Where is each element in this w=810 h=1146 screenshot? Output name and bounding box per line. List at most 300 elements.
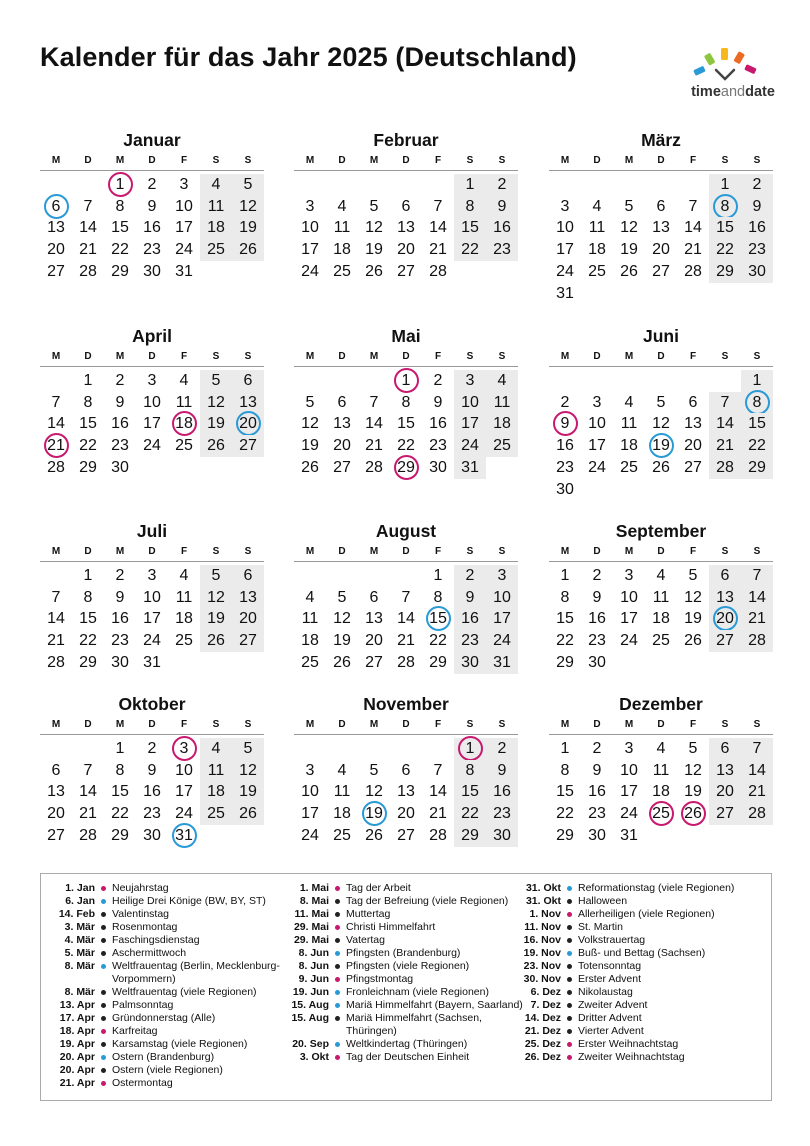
legend-item bbox=[513, 986, 758, 999]
day-cell bbox=[486, 370, 518, 392]
legend-date: 21. Dez bbox=[524, 1025, 561, 1037]
legend-item bbox=[513, 882, 758, 895]
weekday-header: D bbox=[148, 155, 156, 166]
legend-item bbox=[47, 960, 292, 986]
day-number: 28 bbox=[748, 805, 766, 823]
day-number: 2 bbox=[592, 567, 602, 584]
day-number: 25 bbox=[493, 437, 511, 455]
weekday-header: M bbox=[305, 719, 315, 730]
day-number: 2 bbox=[115, 567, 125, 584]
weekday-header: S bbox=[498, 351, 506, 362]
day-number: 5 bbox=[211, 372, 221, 389]
day-number: 30 bbox=[111, 653, 129, 671]
day-number: 14 bbox=[684, 219, 702, 237]
day-cell bbox=[581, 825, 613, 847]
day-cell bbox=[358, 825, 390, 847]
day-number: 12 bbox=[620, 219, 638, 237]
legend-holiday-name: Heilige Drei Könige (BW, BY, ST) bbox=[112, 895, 266, 907]
weekday-header: F bbox=[689, 546, 697, 557]
day-cell bbox=[645, 392, 677, 414]
day-number: 28 bbox=[365, 458, 383, 476]
day-cell bbox=[168, 803, 200, 825]
day-number: 10 bbox=[461, 393, 479, 411]
day-number: 24 bbox=[143, 632, 161, 650]
day-cell bbox=[390, 370, 422, 392]
day-cell bbox=[422, 435, 454, 457]
day-number: 25 bbox=[207, 241, 225, 259]
day-number: 4 bbox=[656, 740, 666, 757]
day-number: 15 bbox=[111, 783, 129, 801]
day-number: 20 bbox=[716, 783, 734, 801]
legend-item bbox=[281, 1038, 526, 1051]
day-number: 5 bbox=[624, 197, 634, 215]
day-cell bbox=[232, 370, 264, 392]
day-cell bbox=[232, 565, 264, 587]
day-cell bbox=[136, 413, 168, 435]
day-cell bbox=[454, 630, 486, 652]
day-cell bbox=[677, 196, 709, 218]
day-cell bbox=[72, 239, 104, 261]
day-cell bbox=[294, 760, 326, 782]
weekday-header: S bbox=[498, 546, 506, 557]
day-number: 3 bbox=[624, 740, 634, 757]
day-number: 22 bbox=[429, 632, 447, 650]
day-number: 10 bbox=[588, 415, 606, 433]
day-number: 3 bbox=[497, 567, 507, 584]
day-cell bbox=[741, 803, 773, 825]
day-cell bbox=[677, 217, 709, 239]
day-cell bbox=[326, 652, 358, 674]
day-number: 13 bbox=[716, 761, 734, 779]
day-number: 10 bbox=[493, 588, 511, 606]
day-number: 28 bbox=[429, 262, 447, 280]
bullet-icon bbox=[101, 1029, 106, 1034]
weekday-header: M bbox=[115, 351, 125, 362]
bullet-icon bbox=[335, 990, 340, 995]
day-number: 27 bbox=[47, 826, 65, 844]
day-cell bbox=[549, 435, 581, 457]
day-number: 16 bbox=[493, 219, 511, 237]
day-number: 7 bbox=[51, 588, 61, 606]
day-cell bbox=[200, 392, 232, 414]
day-cell bbox=[294, 239, 326, 261]
day-cell bbox=[358, 196, 390, 218]
legend-item bbox=[281, 921, 526, 934]
day-number: 28 bbox=[429, 826, 447, 844]
day-cell bbox=[200, 608, 232, 630]
weekday-header: D bbox=[593, 546, 601, 557]
weekday-header: S bbox=[244, 719, 252, 730]
weekday-header: S bbox=[753, 719, 761, 730]
legend-date: 31. Okt bbox=[525, 895, 561, 907]
day-cell bbox=[454, 803, 486, 825]
day-number: 8 bbox=[752, 393, 762, 411]
day-number: 27 bbox=[365, 653, 383, 671]
day-cell bbox=[390, 781, 422, 803]
day-cell bbox=[200, 565, 232, 587]
day-number: 1 bbox=[720, 176, 730, 193]
day-number: 26 bbox=[239, 805, 257, 823]
bullet-icon bbox=[567, 977, 572, 982]
day-number: 2 bbox=[560, 393, 570, 411]
day-number: 24 bbox=[143, 437, 161, 455]
day-number: 9 bbox=[497, 197, 507, 215]
day-cell bbox=[709, 803, 741, 825]
day-cell bbox=[390, 217, 422, 239]
day-cell bbox=[709, 217, 741, 239]
day-number: 8 bbox=[115, 197, 125, 215]
day-cell bbox=[136, 239, 168, 261]
day-number: 24 bbox=[175, 805, 193, 823]
day-number: 8 bbox=[83, 588, 93, 606]
day-number: 21 bbox=[429, 241, 447, 259]
day-number: 23 bbox=[461, 632, 479, 650]
timeanddate-logo[interactable] bbox=[688, 44, 778, 106]
day-number: 15 bbox=[111, 219, 129, 237]
day-cell bbox=[422, 652, 454, 674]
day-cell bbox=[454, 196, 486, 218]
day-number: 7 bbox=[401, 588, 411, 606]
day-cell bbox=[72, 608, 104, 630]
weekday-header: D bbox=[148, 719, 156, 730]
legend-holiday-name: Karsamstag (viele Regionen) bbox=[112, 1038, 248, 1050]
day-cell bbox=[136, 392, 168, 414]
day-cell bbox=[72, 196, 104, 218]
day-cell bbox=[390, 392, 422, 414]
legend-item bbox=[47, 921, 292, 934]
day-cell bbox=[613, 608, 645, 630]
legend-date: 20. Apr bbox=[59, 1064, 95, 1076]
day-number: 13 bbox=[716, 588, 734, 606]
legend-date: 30. Nov bbox=[523, 973, 561, 985]
day-number: 15 bbox=[556, 783, 574, 801]
day-cell bbox=[72, 587, 104, 609]
weekday-header: S bbox=[753, 155, 761, 166]
day-number: 23 bbox=[111, 632, 129, 650]
month-name: April bbox=[132, 326, 172, 346]
day-number: 21 bbox=[47, 632, 65, 650]
day-cell bbox=[741, 457, 773, 479]
day-cell bbox=[454, 413, 486, 435]
day-cell bbox=[104, 392, 136, 414]
day-cell bbox=[104, 370, 136, 392]
day-number: 18 bbox=[301, 632, 319, 650]
day-number: 25 bbox=[620, 458, 638, 476]
day-cell bbox=[294, 825, 326, 847]
day-cell bbox=[645, 217, 677, 239]
day-number: 25 bbox=[652, 632, 670, 650]
bullet-icon bbox=[101, 1068, 106, 1073]
day-number: 2 bbox=[147, 740, 157, 757]
weekday-divider bbox=[40, 734, 264, 735]
day-cell bbox=[486, 565, 518, 587]
day-cell bbox=[72, 803, 104, 825]
day-cell bbox=[709, 413, 741, 435]
day-number: 24 bbox=[301, 262, 319, 280]
day-cell bbox=[549, 630, 581, 652]
day-number: 12 bbox=[207, 588, 225, 606]
day-cell bbox=[136, 196, 168, 218]
legend-date: 8. Jun bbox=[298, 947, 329, 959]
day-number: 20 bbox=[239, 610, 257, 628]
day-cell bbox=[422, 630, 454, 652]
day-cell bbox=[104, 174, 136, 196]
legend-holiday-name: Zweiter Weihnachtstag bbox=[578, 1051, 685, 1063]
bullet-icon bbox=[567, 1016, 572, 1021]
bullet-icon bbox=[101, 938, 106, 943]
day-cell bbox=[168, 217, 200, 239]
bullet-icon bbox=[101, 1016, 106, 1021]
day-cell bbox=[358, 630, 390, 652]
day-number: 10 bbox=[620, 761, 638, 779]
legend-date: 15. Aug bbox=[291, 999, 329, 1011]
weekday-header: S bbox=[244, 155, 252, 166]
day-number: 27 bbox=[397, 826, 415, 844]
weekday-header: M bbox=[51, 351, 61, 362]
weekday-header: S bbox=[244, 351, 252, 362]
weekday-header: D bbox=[148, 546, 156, 557]
day-cell bbox=[709, 760, 741, 782]
day-cell bbox=[294, 435, 326, 457]
legend-holiday-name: Rosenmontag bbox=[112, 921, 178, 933]
day-number: 19 bbox=[684, 610, 702, 628]
day-cell bbox=[40, 630, 72, 652]
day-cell bbox=[549, 738, 581, 760]
day-number: 18 bbox=[175, 610, 193, 628]
day-cell bbox=[486, 608, 518, 630]
day-cell bbox=[741, 370, 773, 392]
day-number: 6 bbox=[337, 393, 347, 411]
day-number: 29 bbox=[111, 826, 129, 844]
day-number: 17 bbox=[620, 610, 638, 628]
day-cell bbox=[326, 587, 358, 609]
day-cell bbox=[232, 803, 264, 825]
day-cell bbox=[549, 825, 581, 847]
legend-holiday-name: Valentinstag bbox=[112, 908, 170, 920]
legend-item bbox=[47, 908, 292, 921]
day-number: 12 bbox=[365, 783, 383, 801]
legend-date: 6. Jan bbox=[65, 895, 95, 907]
day-number: 13 bbox=[684, 415, 702, 433]
day-number: 8 bbox=[465, 761, 475, 779]
day-cell bbox=[486, 652, 518, 674]
day-cell bbox=[40, 261, 72, 283]
day-number: 3 bbox=[305, 761, 315, 779]
day-number: 11 bbox=[588, 219, 606, 237]
legend-item bbox=[47, 882, 292, 895]
day-cell bbox=[294, 457, 326, 479]
day-number: 26 bbox=[365, 826, 383, 844]
day-number: 19 bbox=[333, 632, 351, 650]
weekday-header: M bbox=[305, 351, 315, 362]
day-number: 14 bbox=[429, 219, 447, 237]
day-cell bbox=[613, 239, 645, 261]
day-number: 25 bbox=[333, 262, 351, 280]
day-number: 31 bbox=[493, 653, 511, 671]
day-number: 26 bbox=[333, 653, 351, 671]
day-cell bbox=[72, 457, 104, 479]
day-cell bbox=[677, 608, 709, 630]
day-number: 22 bbox=[461, 241, 479, 259]
legend-date: 7. Dez bbox=[530, 999, 561, 1011]
legend-item bbox=[47, 1025, 292, 1038]
day-number: 26 bbox=[365, 262, 383, 280]
day-cell bbox=[581, 457, 613, 479]
day-cell bbox=[645, 435, 677, 457]
weekday-header: F bbox=[434, 351, 442, 362]
day-number: 8 bbox=[401, 393, 411, 411]
weekday-header: M bbox=[624, 155, 634, 166]
day-cell bbox=[358, 217, 390, 239]
legend-holiday-name: Pfingstmontag bbox=[346, 973, 414, 985]
day-number: 16 bbox=[143, 219, 161, 237]
day-cell bbox=[486, 630, 518, 652]
legend-item bbox=[513, 947, 758, 960]
day-number: 7 bbox=[752, 740, 762, 757]
day-number: 7 bbox=[720, 393, 730, 411]
day-number: 18 bbox=[207, 783, 225, 801]
day-number: 5 bbox=[369, 197, 379, 215]
bullet-icon bbox=[335, 886, 340, 891]
day-cell bbox=[645, 803, 677, 825]
weekday-header: M bbox=[115, 546, 125, 557]
day-cell bbox=[549, 261, 581, 283]
bullet-icon bbox=[101, 925, 106, 930]
day-cell bbox=[486, 392, 518, 414]
bullet-icon bbox=[101, 1042, 106, 1047]
day-number: 12 bbox=[301, 415, 319, 433]
day-cell bbox=[168, 174, 200, 196]
day-number: 6 bbox=[401, 761, 411, 779]
day-number: 25 bbox=[301, 653, 319, 671]
day-cell bbox=[72, 760, 104, 782]
day-cell bbox=[390, 196, 422, 218]
bullet-icon bbox=[101, 990, 106, 995]
day-cell bbox=[709, 738, 741, 760]
month-name: August bbox=[375, 521, 437, 541]
day-cell bbox=[549, 803, 581, 825]
bullet-icon bbox=[335, 912, 340, 917]
day-cell bbox=[454, 565, 486, 587]
day-number: 24 bbox=[588, 458, 606, 476]
day-cell bbox=[40, 652, 72, 674]
day-number: 23 bbox=[493, 241, 511, 259]
day-number: 23 bbox=[556, 458, 574, 476]
legend-date: 25. Dez bbox=[524, 1038, 561, 1050]
day-number: 11 bbox=[175, 588, 193, 606]
day-number: 30 bbox=[556, 480, 574, 498]
bullet-icon bbox=[335, 1016, 340, 1021]
bullet-icon bbox=[567, 925, 572, 930]
month-name: Juli bbox=[136, 521, 168, 541]
day-cell bbox=[581, 392, 613, 414]
day-cell bbox=[40, 217, 72, 239]
day-cell bbox=[422, 261, 454, 283]
day-number: 19 bbox=[239, 783, 257, 801]
day-cell bbox=[741, 608, 773, 630]
day-number: 9 bbox=[465, 588, 475, 606]
day-number: 30 bbox=[748, 262, 766, 280]
legend-date: 19. Jun bbox=[292, 986, 329, 998]
bullet-icon bbox=[567, 964, 572, 969]
day-number: 12 bbox=[365, 219, 383, 237]
day-number: 24 bbox=[301, 826, 319, 844]
day-number: 2 bbox=[147, 176, 157, 193]
legend-item bbox=[513, 973, 758, 986]
day-number: 24 bbox=[620, 632, 638, 650]
day-cell bbox=[741, 738, 773, 760]
legend-item bbox=[281, 986, 526, 999]
day-number: 1 bbox=[83, 372, 93, 389]
day-cell bbox=[645, 413, 677, 435]
day-number: 25 bbox=[175, 632, 193, 650]
day-cell bbox=[549, 457, 581, 479]
day-number: 2 bbox=[465, 567, 475, 584]
day-number: 12 bbox=[239, 197, 257, 215]
bullet-icon bbox=[567, 899, 572, 904]
day-number: 14 bbox=[716, 415, 734, 433]
legend-holiday-name: Tag der Befreiung (viele Regionen) bbox=[346, 895, 509, 907]
day-cell bbox=[454, 781, 486, 803]
day-number: 30 bbox=[588, 653, 606, 671]
day-number: 1 bbox=[465, 176, 475, 193]
legend-date: 31. Okt bbox=[525, 882, 561, 894]
day-number: 18 bbox=[175, 415, 193, 433]
day-number: 28 bbox=[397, 653, 415, 671]
day-number: 9 bbox=[560, 415, 570, 433]
weekday-header: M bbox=[305, 546, 315, 557]
day-cell bbox=[326, 217, 358, 239]
day-number: 21 bbox=[47, 437, 65, 455]
day-number: 19 bbox=[684, 783, 702, 801]
day-cell bbox=[741, 261, 773, 283]
legend-date: 20. Apr bbox=[59, 1051, 95, 1063]
day-cell bbox=[454, 392, 486, 414]
day-number: 31 bbox=[143, 653, 161, 671]
day-number: 28 bbox=[79, 826, 97, 844]
weekday-header: D bbox=[593, 719, 601, 730]
day-number: 20 bbox=[47, 805, 65, 823]
day-number: 5 bbox=[337, 588, 347, 606]
day-number: 29 bbox=[556, 653, 574, 671]
day-cell bbox=[486, 217, 518, 239]
day-cell bbox=[741, 239, 773, 261]
day-number: 23 bbox=[143, 241, 161, 259]
day-cell bbox=[486, 587, 518, 609]
legend-holiday-name: Muttertag bbox=[346, 908, 391, 920]
day-number: 15 bbox=[461, 219, 479, 237]
day-cell bbox=[645, 565, 677, 587]
day-number: 15 bbox=[79, 415, 97, 433]
day-number: 29 bbox=[111, 262, 129, 280]
day-cell bbox=[104, 803, 136, 825]
legend-item bbox=[513, 895, 758, 908]
weekday-header: M bbox=[115, 719, 125, 730]
day-number: 27 bbox=[239, 632, 257, 650]
day-cell bbox=[613, 825, 645, 847]
day-number: 1 bbox=[433, 567, 443, 584]
day-cell bbox=[72, 392, 104, 414]
day-number: 11 bbox=[652, 588, 670, 606]
legend-date: 9. Jun bbox=[298, 973, 329, 985]
day-cell bbox=[454, 457, 486, 479]
day-number: 3 bbox=[147, 567, 157, 584]
day-number: 11 bbox=[620, 415, 638, 433]
day-number: 9 bbox=[592, 588, 602, 606]
day-number: 12 bbox=[684, 761, 702, 779]
day-cell bbox=[326, 760, 358, 782]
day-number: 27 bbox=[47, 262, 65, 280]
